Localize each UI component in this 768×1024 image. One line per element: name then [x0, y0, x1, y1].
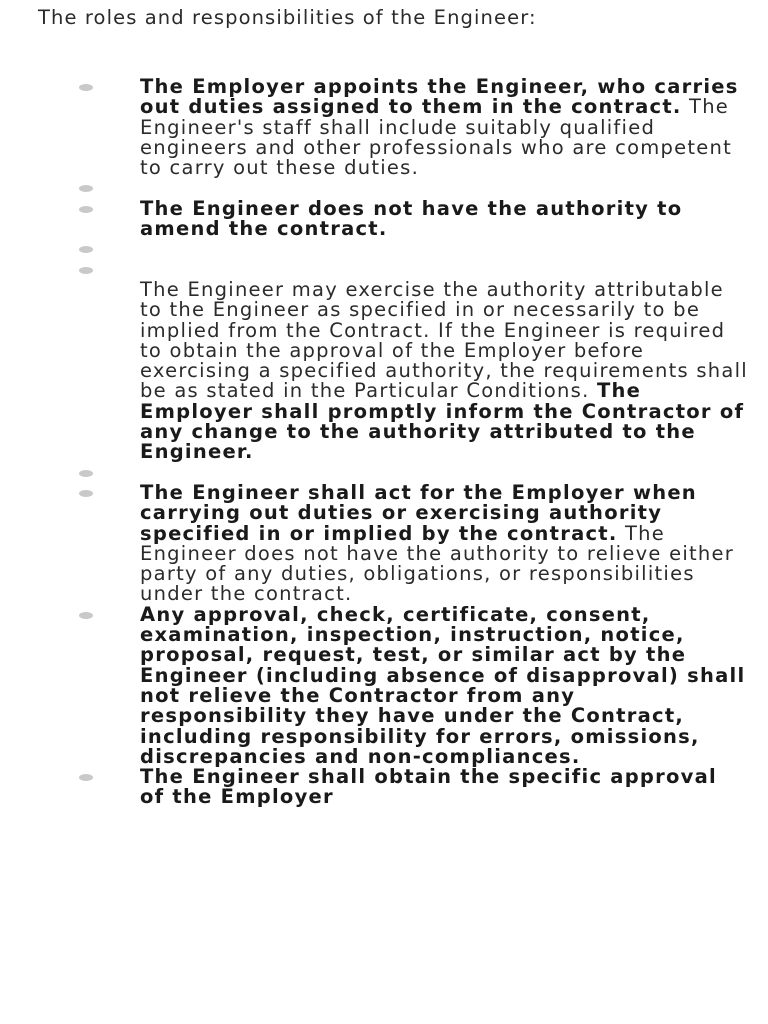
item-bold-text: The Engineer does not have the authority to amend the contract.	[140, 196, 683, 241]
empty-list-item	[0, 260, 768, 280]
responsibilities-list	[0, 77, 768, 808]
bullet-icon	[79, 185, 93, 192]
item-text: The Engineer's staff shall include suitably qualified engineers and other professionals who are competent to carry out these duties.	[140, 95, 733, 180]
bullet-icon	[79, 84, 93, 91]
item-bold-text: The Employer shall promptly inform the Contractor of any change to the authority attributed to the Engineer.	[140, 379, 745, 464]
item-bold-text: Any approval, check, certificate, consent, examination, inspection, instruction, notice, proposal, request, test, or similar act by the Engineer (including absence of disapproval) shall not relieve the Contractor from any responsibility they have under the Contract, including responsibility for errors, omissions, discrepancies and non-compliances.	[140, 602, 746, 768]
list-item	[0, 602, 768, 768]
list-item	[0, 480, 768, 606]
item-text: The Engineer does not have the authority to relieve either party of any duties, obligations, or responsibilities under the contract.	[140, 521, 735, 606]
empty-list-item	[0, 239, 768, 259]
empty-list-item	[0, 463, 768, 483]
list-item	[0, 277, 768, 464]
list-item	[0, 77, 768, 178]
bullet-icon	[79, 246, 93, 253]
item-bold-text: The Engineer shall obtain the specific approval of the Employer	[140, 765, 717, 809]
list-item	[0, 196, 768, 241]
item-bold-text: The Engineer shall act for the Employer when carrying out duties or exercising authority specified in or implied by the contract.	[140, 480, 697, 545]
bullet-icon	[79, 490, 93, 497]
item-bold-text: The Employer appoints the Engineer, who carries out duties assigned to them in the contract.	[140, 75, 739, 119]
bullet-icon	[79, 267, 93, 274]
bullet-icon	[79, 206, 93, 213]
bullet-icon	[79, 470, 93, 477]
empty-list-item	[0, 178, 768, 198]
bullet-icon	[79, 612, 93, 619]
item-text: The Engineer may exercise the authority attributable to the Engineer as specified in or necessarily to be implied from the Contract. If the Engineer is required to obtain the approval of the Employer before exercising a specified authority, the requirements shall be as stated in the Particular Conditions.	[140, 277, 748, 403]
list-item	[0, 767, 768, 808]
intro-heading: The roles and responsibilities of the Engineer:	[38, 6, 537, 29]
bullet-icon	[79, 774, 93, 781]
